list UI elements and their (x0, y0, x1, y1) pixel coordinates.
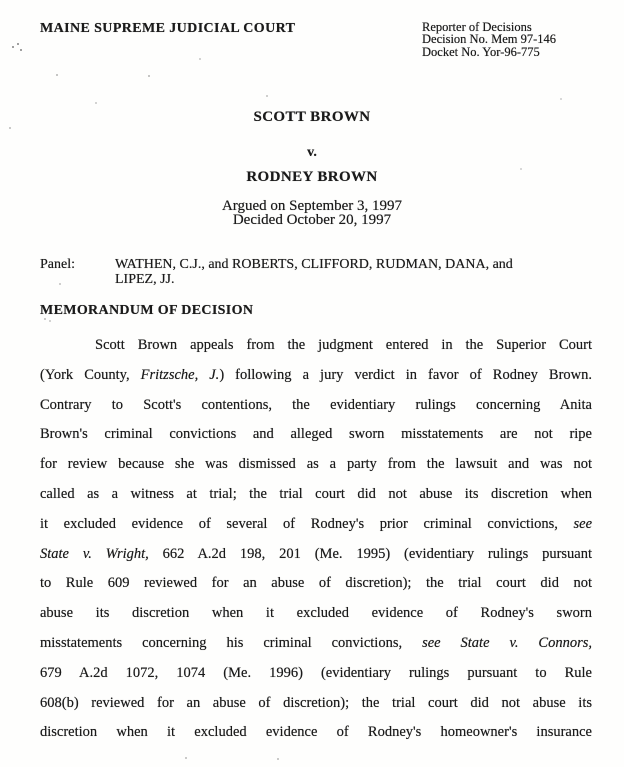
body-line (40, 629, 592, 659)
body-text: misstatements concerning his criminal convictions, (40, 634, 423, 651)
panel-justices-line-1: WATHEN, C.J., and ROBERTS, CLIFFORD, RUDMAN, DANA, and (115, 257, 513, 272)
body-text: 662 A.2d 198, 201 (Me. 1995) (evidentiary rulings pursuant (148, 545, 593, 562)
panel-label: Panel: (40, 257, 75, 272)
body-paragraph (40, 331, 592, 748)
scan-speckle (49, 320, 51, 322)
scan-speckle (12, 46, 14, 48)
body-line (40, 510, 592, 540)
citation-italic-text: State v. Wright, (40, 545, 149, 562)
body-text: Contrary to Scott's contentions, the evidentiary rulings concerning Anita (40, 396, 592, 413)
versus-abbreviation: v. (307, 145, 317, 160)
body-text: Brown's criminal convictions and alleged sworn misstatements are not ripe (40, 426, 592, 443)
body-text: to Rule 609 reviewed for an abuse of discretion); the trial court did not (40, 575, 592, 592)
court-name-header: MAINE SUPREME JUDICIAL COURT (40, 21, 296, 36)
body-text: it excluded evidence of several of Rodney's prior criminal convictions, (40, 515, 574, 532)
panel-justices (115, 257, 592, 287)
scan-speckle (44, 318, 46, 320)
scan-speckle (266, 95, 268, 97)
body-line (40, 480, 592, 510)
body-line (40, 361, 592, 391)
body-line (40, 540, 592, 570)
body-text: (York County, (40, 366, 141, 383)
scan-speckle (199, 58, 201, 60)
scan-speckle (148, 75, 150, 77)
appellee-name: RODNEY BROWN (246, 169, 378, 185)
citation-italic-text: see (573, 515, 592, 532)
scan-speckle (560, 98, 562, 100)
memorandum-heading: MEMORANDUM OF DECISION (40, 303, 254, 318)
body-line (40, 420, 592, 450)
argued-date-line: Argued on September 3, 1997 (221, 198, 403, 214)
appellant-name: SCOTT BROWN (253, 109, 371, 125)
citation-italic-text: Fritzsche, J. (140, 366, 220, 383)
decided-date-line: Decided October 20, 1997 (232, 212, 392, 228)
body-line (40, 450, 592, 480)
docket-number-line: Docket No. Yor-96-775 (422, 44, 540, 59)
scan-speckle (95, 102, 97, 104)
body-line (40, 689, 592, 719)
body-line (40, 331, 592, 361)
scan-speckle (20, 49, 22, 51)
body-text: called as a witness at trial; the trial court did not abuse its discretion when (40, 485, 592, 502)
panel-justices-line-2: LIPEZ, JJ. (115, 272, 175, 287)
reporter-info-block (422, 21, 556, 58)
scan-speckle (9, 127, 11, 129)
body-text: Scott Brown appeals from the judgment entered in the Superior Court (95, 337, 592, 353)
body-text: abuse its discretion when it excluded evidence of Rodney's sworn (40, 605, 592, 622)
body-text: 679 A.2d 1072, 1074 (Me. 1996) (evidentiary rulings pursuant to Rule (40, 664, 592, 681)
body-text: ) following a jury verdict in favor of Rodney Brown. (219, 366, 593, 383)
citation-italic-text: see State v. Connors, (422, 634, 592, 651)
body-text: for review because she was dismissed as a party from the lawsuit and was not (40, 456, 592, 473)
scan-speckle (17, 43, 19, 45)
body-text: 608(b) reviewed for an abuse of discretion); the trial court did not abuse its (40, 694, 592, 711)
reporter-of-decisions-line: Reporter of Decisions (422, 20, 532, 34)
body-text: discretion when it excluded evidence of Rodney's homeowner's insurance (40, 724, 592, 741)
body-line (40, 391, 592, 421)
scan-speckle (56, 74, 58, 76)
scan-speckle (520, 168, 522, 170)
body-line (40, 718, 592, 748)
decision-number-line: Decision No. Mem 97-146 (422, 32, 557, 47)
scan-speckle (59, 283, 61, 285)
scan-speckle (277, 758, 279, 760)
scan-speckle (185, 757, 187, 759)
body-line (40, 599, 592, 629)
body-line (40, 659, 592, 689)
body-line (40, 569, 592, 599)
